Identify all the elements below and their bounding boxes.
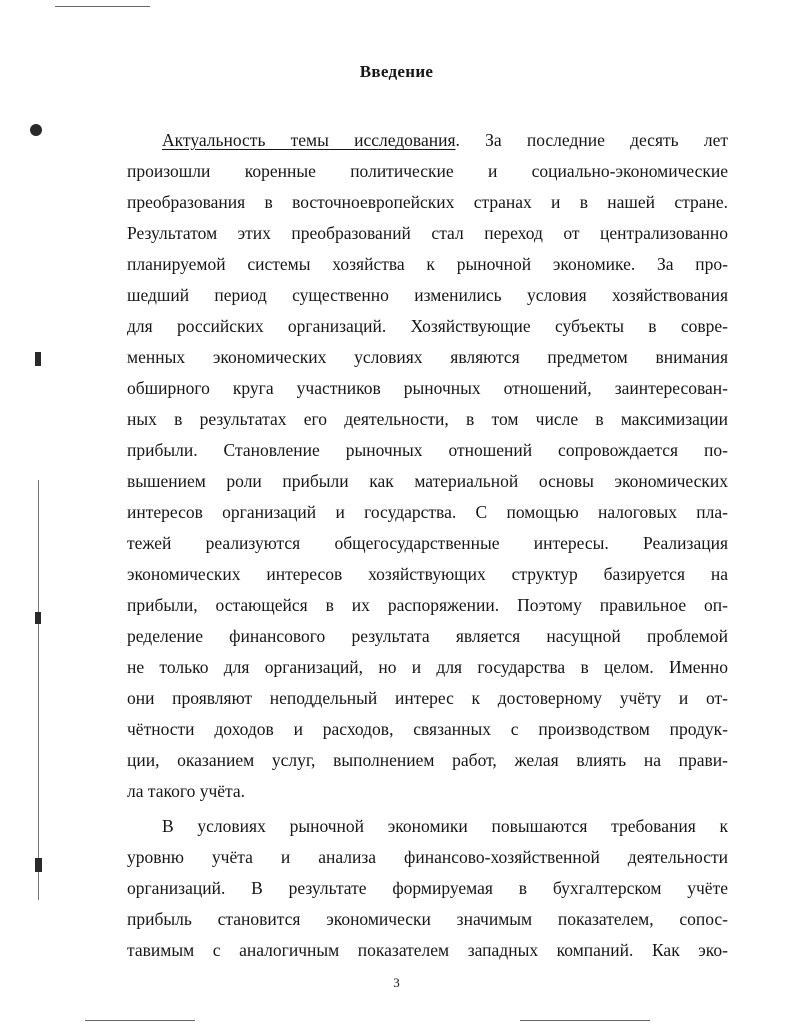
scan-margin-mark — [35, 612, 41, 624]
page-number: 3 — [393, 975, 400, 990]
paragraph-line: уровню учёта и анализа финансово-хозяйственной деятельности — [127, 847, 728, 867]
topic-relevance-label: Актуальность темы исследования — [162, 130, 456, 150]
paragraph-line — [162, 129, 728, 151]
paragraph-line: тавимым с аналогичным показателем западных компаний. Как эко- — [127, 940, 728, 960]
scan-margin-mark — [35, 352, 41, 366]
paragraph-line: организаций. В результате формируемая в бухгалтерском учёте — [127, 878, 728, 898]
paragraph-line: Результатом этих преобразований стал переход от централизованно — [127, 223, 728, 243]
scan-margin-line — [38, 480, 39, 900]
paragraph-line: планируемой системы хозяйства к рыночной экономике. За про- — [127, 254, 728, 274]
scan-bottom-line — [85, 1020, 195, 1021]
scan-margin-mark — [35, 858, 42, 872]
line-text: . За последние десять лет — [455, 130, 728, 150]
paragraph-line: вышением роли прибыли как материальной основы экономических — [127, 471, 728, 491]
paragraph-line: чётности доходов и расходов, связанных с производством продук- — [127, 719, 728, 739]
scan-top-line — [55, 6, 150, 7]
paragraph-line: преобразования в восточноевропейских странах и в нашей стране. — [127, 192, 728, 212]
paragraph-line: ла такого учёта. — [127, 781, 246, 801]
paragraph-line: тежей реализуются общегосударственные интересы. Реализация — [127, 533, 728, 553]
paragraph-line: не только для организаций, но и для государства в целом. Именно — [127, 657, 728, 677]
paragraph-line: прибыли, остающейся в их распоряжении. Поэтому правильное оп- — [127, 595, 728, 615]
paragraph-line: экономических интересов хозяйствующих структур базируется на — [127, 564, 728, 584]
scan-hole-mark — [30, 124, 42, 136]
paragraph-line: прибыль становится экономически значимым показателем, сопос- — [127, 909, 728, 929]
paragraph-line: обширного круга участников рыночных отношений, заинтересован- — [127, 378, 728, 398]
paragraph-line: они проявляют неподдельный интерес к достоверному учёту и от- — [127, 688, 728, 708]
paragraph-line: менных экономических условиях являются предметом внимания — [127, 347, 728, 367]
section-heading: Введение — [359, 62, 434, 81]
paragraph-line: В условиях рыночной экономики повышаются требования к — [162, 816, 728, 836]
paragraph-line: ции, оказанием услуг, выполнением работ, желая влиять на прави- — [127, 750, 728, 770]
paragraph-line: произошли коренные политические и социально-экономические — [127, 161, 728, 181]
paragraph-line: прибыли. Становление рыночных отношений сопровождается по- — [127, 440, 728, 460]
paragraph-line: для российских организаций. Хозяйствующие субъекты в совре- — [127, 316, 728, 336]
paragraph-line: ределение финансового результата является насущной проблемой — [127, 626, 728, 646]
paragraph-line: шедший период существенно изменились условия хозяйствования — [127, 285, 728, 305]
paragraph-line: ных в результатах его деятельности, в том числе в максимизации — [127, 409, 728, 429]
paragraph-line: интересов организаций и государства. С помощью налоговых пла- — [127, 502, 728, 522]
scan-bottom-line — [520, 1020, 650, 1021]
